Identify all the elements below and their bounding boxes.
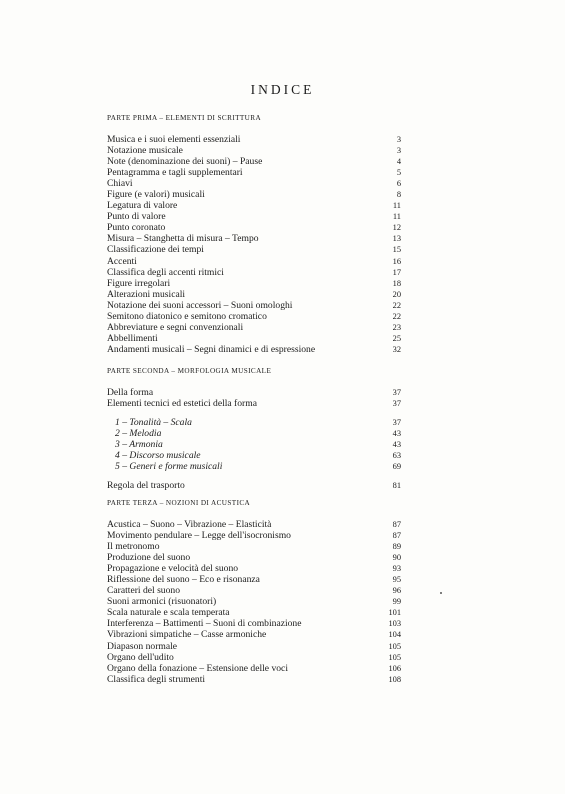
toc-entry	[107, 674, 401, 685]
toc-entry	[107, 585, 401, 596]
toc-entry	[107, 417, 401, 428]
toc-entry-page: 22	[392, 300, 401, 310]
toc-entry-page: 17	[392, 267, 401, 277]
section-parte-prima	[107, 112, 401, 355]
toc-entry	[107, 552, 401, 563]
toc-entry	[107, 387, 401, 398]
toc-entry	[107, 450, 401, 461]
toc-entry-title: Vibrazioni simpatiche – Casse armoniche	[107, 629, 267, 641]
toc-entry-page: 16	[392, 256, 401, 266]
toc-entry	[107, 278, 401, 289]
page-title: INDICE	[250, 82, 315, 97]
toc-entry-title: Andamenti musicali – Segni dinamici e di espressione	[107, 343, 316, 355]
toc-entry-title: Legatura di valore	[107, 200, 178, 212]
toc-entry-page: 32	[392, 344, 401, 354]
toc-entry-page: 23	[392, 322, 401, 332]
toc-entry-title: Produzione del suono	[107, 552, 191, 564]
toc-entry-title: Chiavi	[107, 178, 133, 190]
toc-entry-page: 22	[392, 311, 401, 321]
toc-entry-title: Organo della fonazione – Estensione delle voci	[107, 662, 288, 674]
toc-entry-page: 104	[388, 630, 401, 640]
toc-entry-title: 1 – Tonalità – Scala	[115, 417, 192, 429]
toc-entry	[107, 134, 401, 145]
toc-entry-page: 3	[396, 135, 401, 144]
toc-entry	[107, 311, 401, 322]
toc-entry-title: Scala naturale e scala temperata	[107, 607, 230, 619]
toc-entry-page: 20	[392, 289, 401, 299]
toc-entry-page: 12	[392, 223, 401, 233]
toc-entry-page: 87	[392, 531, 401, 541]
toc-entry-page: 103	[388, 619, 401, 629]
toc-entry-page: 8	[396, 190, 401, 200]
toc-entry	[107, 663, 401, 674]
toc-entry-page: 37	[392, 399, 401, 409]
toc-entry-page: 96	[392, 586, 401, 596]
toc-entry-title: Musica e i suoi elementi essenziali	[107, 134, 241, 145]
toc-entry	[107, 167, 401, 178]
toc-entry-page: 15	[392, 245, 401, 255]
toc-entry	[107, 189, 401, 200]
toc-entry-title: Note (denominazione dei suoni) – Pause	[107, 156, 263, 168]
toc-entry-page: 99	[392, 597, 401, 607]
toc-entry	[107, 607, 401, 618]
toc-entry-page: 90	[392, 553, 401, 563]
section-parte-seconda	[107, 365, 401, 491]
toc-entry-title: Pentagramma e tagli supplementari	[107, 167, 243, 179]
toc-entry-page: 105	[388, 652, 401, 662]
toc-entry-page: 43	[392, 429, 401, 439]
toc-entry-page: 5	[396, 168, 401, 178]
toc-entry-title: Semitono diatonico e semitono cromatico	[107, 310, 267, 322]
toc-entry-page: 108	[388, 674, 401, 684]
toc-entry-page: 11	[392, 201, 401, 211]
toc-entry-page: 37	[392, 388, 401, 397]
paper-speck	[440, 592, 442, 594]
toc-entry-title: Della forma	[107, 387, 154, 398]
toc-entry	[107, 629, 401, 640]
toc-entry-title: Diapason normale	[107, 640, 178, 652]
toc-entry-title: Abbellimenti	[107, 332, 158, 344]
section-parte-terza	[107, 497, 401, 685]
toc-entry	[107, 244, 401, 255]
toc-entry-title: Classificazione dei tempi	[107, 244, 204, 256]
toc-entry-page: 13	[392, 234, 401, 244]
toc-entry	[107, 574, 401, 585]
toc-entry-page: 105	[388, 641, 401, 651]
toc-entry-page: 81	[392, 481, 401, 491]
toc-entry-title: Classifica degli strumenti	[107, 673, 206, 685]
toc-entry-page: 101	[388, 608, 401, 618]
toc-entry	[107, 480, 401, 491]
toc-entry	[107, 461, 401, 472]
toc-entry-page: 93	[392, 564, 401, 574]
toc-entry	[107, 596, 401, 607]
toc-entry-title: Il metronomo	[107, 541, 160, 553]
toc-entry-page: 43	[392, 440, 401, 450]
toc-entry-title: Elementi tecnici ed estetici della forma	[107, 398, 257, 410]
toc-entry	[107, 530, 401, 541]
toc-entry-page: 37	[392, 418, 401, 428]
toc-entry	[107, 641, 401, 652]
toc-entry	[107, 344, 401, 355]
toc-entry-title: 4 – Discorso musicale	[115, 450, 201, 462]
section-heading: PARTE PRIMA – ELEMENTI DI SCRITTURA	[107, 114, 262, 122]
toc-entry-title: 3 – Armonia	[115, 439, 163, 451]
toc-entry-title: Interferenza – Battimenti – Suoni di combinazione	[107, 618, 302, 630]
toc-entry-page: 87	[392, 520, 401, 529]
section-heading: PARTE SECONDA – MORFOLOGIA MUSICALE	[107, 367, 272, 375]
toc-entry-page: 69	[392, 462, 401, 472]
toc-entry	[107, 652, 401, 663]
toc-entry	[107, 428, 401, 439]
section-heading: PARTE TERZA – NOZIONI DI ACUSTICA	[107, 499, 251, 507]
toc-entry-title: Organo dell'udito	[107, 651, 174, 663]
toc-entry	[107, 156, 401, 167]
toc-entry	[107, 222, 401, 233]
toc-entry	[107, 256, 401, 267]
toc-entry-title: Notazione musicale	[107, 145, 183, 157]
toc-entry-page: 6	[396, 179, 401, 189]
toc-entry-page: 106	[388, 663, 401, 673]
toc-entry-page: 89	[392, 542, 401, 552]
toc-entry-page: 63	[392, 451, 401, 461]
toc-entry-title: 2 – Melodia	[115, 428, 162, 440]
toc-entry-page: 3	[396, 146, 401, 156]
toc-entry-title: Misura – Stanghetta di misura – Tempo	[107, 233, 259, 245]
toc-entry-title: Alterazioni musicali	[107, 288, 186, 300]
toc-entry-title: Figure irregolari	[107, 277, 171, 289]
toc-entry-title: Punto coronato	[107, 222, 166, 234]
toc-entry-title: Caratteri del suono	[107, 585, 180, 597]
toc-entry	[107, 178, 401, 189]
toc-entry-title: Notazione dei suoni accessori – Suoni omologhi	[107, 299, 293, 311]
toc-entry-page: 18	[392, 278, 401, 288]
toc-entry-title: Movimento pendulare – Legge dell'isocronismo	[107, 530, 291, 542]
toc-entry-title: Regola del trasporto	[107, 480, 185, 492]
toc-entry-title: Propagazione e velocità del suono	[107, 563, 239, 575]
toc-entry	[107, 145, 401, 156]
toc-entry-title: Acustica – Suono – Vibrazione – Elasticità	[107, 519, 272, 530]
toc-entry-page: 11	[392, 212, 401, 222]
toc-entry	[107, 300, 401, 311]
toc-entry-page: 4	[396, 157, 401, 167]
toc-entry	[107, 267, 401, 278]
toc-entry-title: Punto di valore	[107, 211, 166, 223]
toc-entry	[107, 541, 401, 552]
toc-entry-page: 95	[392, 575, 401, 585]
toc-entry	[107, 200, 401, 211]
toc-entry-title: Abbreviature e segni convenzionali	[107, 321, 244, 333]
toc-entry	[107, 233, 401, 244]
toc-entry-title: Classifica degli accenti ritmici	[107, 266, 224, 278]
toc-entry-title: Riflessione del suono – Eco e risonanza	[107, 574, 260, 586]
toc-entry-title: 5 – Generi e forme musicali	[115, 461, 223, 473]
toc-entry	[107, 519, 401, 530]
toc-entry	[107, 289, 401, 300]
toc-entry	[107, 322, 401, 333]
toc-entry	[107, 563, 401, 574]
toc-entry	[107, 333, 401, 344]
toc-entry	[107, 211, 401, 222]
toc-entry-title: Figure (e valori) musicali	[107, 189, 205, 201]
toc-entry	[107, 618, 401, 629]
toc-entry	[107, 439, 401, 450]
toc-entry-title: Suoni armonici (risuonatori)	[107, 596, 217, 608]
toc-entry-title: Accenti	[107, 255, 137, 267]
toc-entry	[107, 398, 401, 409]
toc-entry-page: 25	[392, 333, 401, 343]
